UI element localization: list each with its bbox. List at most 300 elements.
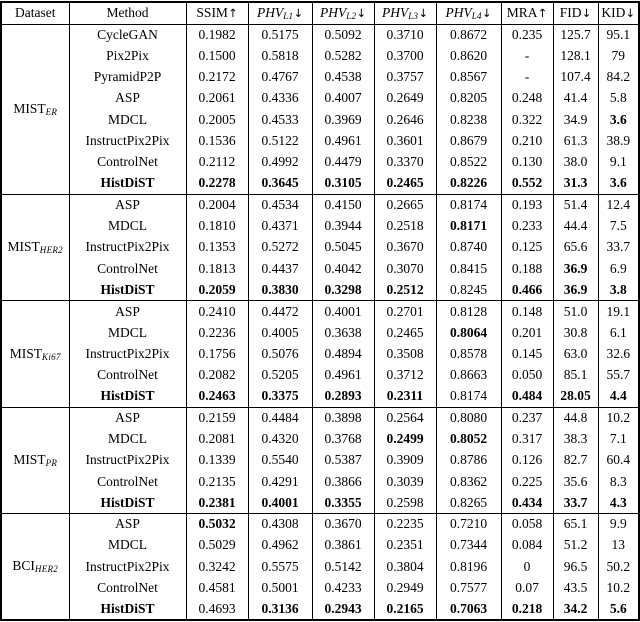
value-cell-ssim: 0.2236 [186, 322, 248, 343]
value-cell-phv-l3: 0.3670 [374, 237, 436, 258]
value-cell-kid: 60.4 [598, 450, 639, 471]
value-cell-phv-l4: 0.8196 [436, 556, 501, 577]
value-cell-mra: 0.193 [501, 194, 553, 215]
value-cell-phv-l3: 0.3909 [374, 450, 436, 471]
table-row [1, 365, 639, 386]
column-header-phv-l2: $PHV_{L2}↓$ [312, 2, 374, 24]
value-cell-ssim: 0.1339 [186, 450, 248, 471]
value-cell-phv-l4: 0.7210 [436, 513, 501, 534]
table-row [1, 492, 639, 513]
value-cell-ssim: 0.4693 [186, 599, 248, 620]
value-cell-phv-l4: 0.8740 [436, 237, 501, 258]
value-cell-mra: 0.248 [501, 88, 553, 109]
value-cell-kid: 32.6 [598, 343, 639, 364]
value-cell-phv-l4: 0.7063 [436, 599, 501, 620]
value-cell-kid: 38.9 [598, 130, 639, 151]
value-cell-ssim: 0.2410 [186, 301, 248, 322]
value-cell-ssim: 0.4581 [186, 577, 248, 598]
value-cell-fid: 61.3 [553, 130, 598, 151]
column-header-dataset: Dataset [1, 2, 69, 24]
value-cell-phv-l1: 0.4472 [248, 301, 312, 322]
value-cell-mra: 0.201 [501, 322, 553, 343]
value-cell-ssim: 0.1353 [186, 237, 248, 258]
down-arrow-icon: ↓ [418, 6, 428, 21]
value-cell-mra: 0.148 [501, 301, 553, 322]
value-cell-phv-l3: 0.3601 [374, 130, 436, 151]
method-cell: ASP [69, 407, 186, 428]
table-row [1, 152, 639, 173]
value-cell-phv-l3: 0.2518 [374, 216, 436, 237]
value-cell-phv-l2: 0.5387 [312, 450, 374, 471]
value-cell-phv-l1: 0.4533 [248, 109, 312, 130]
column-header-phv-l3: $PHV_{L3}↓$ [374, 2, 436, 24]
table-row [1, 216, 639, 237]
value-cell-phv-l4: 0.8362 [436, 471, 501, 492]
value-cell-phv-l3: 0.2598 [374, 492, 436, 513]
value-cell-kid: 10.2 [598, 577, 639, 598]
value-cell-phv-l4: 0.8663 [436, 365, 501, 386]
header-row [1, 2, 639, 24]
value-cell-kid: 55.7 [598, 365, 639, 386]
value-cell-mra: 0.050 [501, 365, 553, 386]
value-cell-fid: 33.7 [553, 492, 598, 513]
value-cell-mra: 0.322 [501, 109, 553, 130]
value-cell-kid: 6.1 [598, 322, 639, 343]
value-cell-phv-l4: 0.8174 [436, 194, 501, 215]
value-cell-phv-l4: 0.8620 [436, 45, 501, 66]
value-cell-kid: 84.2 [598, 67, 639, 88]
value-cell-kid: 7.5 [598, 216, 639, 237]
value-cell-fid: 51.4 [553, 194, 598, 215]
value-cell-mra: 0.218 [501, 599, 553, 620]
value-cell-kid: 4.3 [598, 492, 639, 513]
value-cell-phv-l4: 0.8128 [436, 301, 501, 322]
column-header-ssim: SSIM↑ [186, 2, 248, 24]
value-cell-fid: 36.9 [553, 279, 598, 300]
value-cell-phv-l1: 0.5540 [248, 450, 312, 471]
value-cell-phv-l1: 0.5076 [248, 343, 312, 364]
value-cell-phv-l2: 0.4961 [312, 365, 374, 386]
value-cell-phv-l3: 0.2235 [374, 513, 436, 534]
value-cell-mra: 0.126 [501, 450, 553, 471]
value-cell-ssim: 0.1813 [186, 258, 248, 279]
value-cell-phv-l1: 0.4336 [248, 88, 312, 109]
value-cell-phv-l3: 0.2649 [374, 88, 436, 109]
table-row [1, 471, 639, 492]
value-cell-kid: 3.6 [598, 109, 639, 130]
value-cell-phv-l1: 0.5272 [248, 237, 312, 258]
value-cell-mra: 0.237 [501, 407, 553, 428]
value-cell-ssim: 0.1500 [186, 45, 248, 66]
value-cell-mra: 0.235 [501, 24, 553, 45]
value-cell-ssim: 0.2135 [186, 471, 248, 492]
value-cell-fid: 30.8 [553, 322, 598, 343]
value-cell-phv-l2: 0.3898 [312, 407, 374, 428]
value-cell-kid: 79 [598, 45, 639, 66]
value-cell-mra: 0.125 [501, 237, 553, 258]
value-cell-phv-l4: 0.8786 [436, 450, 501, 471]
value-cell-fid: 65.6 [553, 237, 598, 258]
up-arrow-icon: ↑ [227, 6, 238, 21]
value-cell-fid: 34.9 [553, 109, 598, 130]
value-cell-phv-l2: 0.3105 [312, 173, 374, 194]
dataset-label-mist-pr: $MIST_{PR}$ [1, 407, 69, 513]
value-cell-kid: 3.6 [598, 173, 639, 194]
value-cell-fid: 35.6 [553, 471, 598, 492]
value-cell-phv-l4: 0.8567 [436, 67, 501, 88]
value-cell-phv-l4: 0.7577 [436, 577, 501, 598]
method-cell: InstructPix2Pix [69, 343, 186, 364]
value-cell-kid: 7.1 [598, 428, 639, 449]
table-row [1, 343, 639, 364]
value-cell-fid: 38.3 [553, 428, 598, 449]
method-cell: InstructPix2Pix [69, 450, 186, 471]
table-row [1, 599, 639, 620]
value-cell-phv-l3: 0.2311 [374, 386, 436, 407]
value-cell-fid: 38.0 [553, 152, 598, 173]
value-cell-phv-l4: 0.8245 [436, 279, 501, 300]
value-cell-phv-l1: 0.4767 [248, 67, 312, 88]
value-cell-phv-l4: 0.7344 [436, 535, 501, 556]
method-cell: MDCL [69, 535, 186, 556]
value-cell-phv-l2: 0.5282 [312, 45, 374, 66]
method-cell: InstructPix2Pix [69, 237, 186, 258]
value-cell-mra: 0.233 [501, 216, 553, 237]
value-cell-phv-l3: 0.2165 [374, 599, 436, 620]
value-cell-phv-l3: 0.3700 [374, 45, 436, 66]
value-cell-mra: 0.084 [501, 535, 553, 556]
method-cell: InstructPix2Pix [69, 556, 186, 577]
method-cell: ASP [69, 513, 186, 534]
table-row [1, 322, 639, 343]
value-cell-ssim: 0.2463 [186, 386, 248, 407]
value-cell-fid: 63.0 [553, 343, 598, 364]
table-row [1, 513, 639, 534]
value-cell-phv-l2: 0.4538 [312, 67, 374, 88]
value-cell-phv-l1: 0.4534 [248, 194, 312, 215]
table-row [1, 194, 639, 215]
method-cell: ControlNet [69, 471, 186, 492]
value-cell-kid: 95.1 [598, 24, 639, 45]
method-cell: ASP [69, 194, 186, 215]
table-row [1, 279, 639, 300]
value-cell-phv-l2: 0.3638 [312, 322, 374, 343]
table-row [1, 67, 639, 88]
value-cell-ssim: 0.5032 [186, 513, 248, 534]
value-cell-phv-l3: 0.3757 [374, 67, 436, 88]
value-cell-phv-l1: 0.5001 [248, 577, 312, 598]
value-cell-ssim: 0.2005 [186, 109, 248, 130]
method-cell: HistDiST [69, 599, 186, 620]
value-cell-phv-l1: 0.5175 [248, 24, 312, 45]
value-cell-ssim: 0.2172 [186, 67, 248, 88]
value-cell-phv-l3: 0.2465 [374, 173, 436, 194]
value-cell-phv-l2: 0.3670 [312, 513, 374, 534]
value-cell-ssim: 0.2081 [186, 428, 248, 449]
method-cell: MDCL [69, 216, 186, 237]
value-cell-phv-l3: 0.2646 [374, 109, 436, 130]
value-cell-fid: 31.3 [553, 173, 598, 194]
value-cell-phv-l4: 0.8265 [436, 492, 501, 513]
value-cell-phv-l4: 0.8679 [436, 130, 501, 151]
value-cell-kid: 8.3 [598, 471, 639, 492]
value-cell-phv-l2: 0.3944 [312, 216, 374, 237]
value-cell-mra: 0.210 [501, 130, 553, 151]
dataset-label-mist-er: $MIST_{ER}$ [1, 24, 69, 194]
value-cell-mra: 0.466 [501, 279, 553, 300]
table-row [1, 428, 639, 449]
table-row [1, 45, 639, 66]
table-row [1, 130, 639, 151]
value-cell-ssim: 0.2059 [186, 279, 248, 300]
value-cell-fid: 51.0 [553, 301, 598, 322]
value-cell-kid: 4.4 [598, 386, 639, 407]
table-row [1, 258, 639, 279]
method-cell: ControlNet [69, 152, 186, 173]
value-cell-phv-l1: 0.3830 [248, 279, 312, 300]
value-cell-mra: 0.188 [501, 258, 553, 279]
value-cell-phv-l4: 0.8238 [436, 109, 501, 130]
table-row [1, 450, 639, 471]
method-cell: ASP [69, 88, 186, 109]
method-cell: MDCL [69, 322, 186, 343]
value-cell-phv-l2: 0.4479 [312, 152, 374, 173]
dataset-label-bci-her2: $BCI_{HER2}$ [1, 513, 69, 620]
table-row [1, 301, 639, 322]
value-cell-phv-l3: 0.3804 [374, 556, 436, 577]
value-cell-phv-l4: 0.8522 [436, 152, 501, 173]
value-cell-mra: 0.434 [501, 492, 553, 513]
value-cell-phv-l2: 0.2893 [312, 386, 374, 407]
value-cell-phv-l1: 0.4437 [248, 258, 312, 279]
column-header-phv-l1: $PHV_{L1}↓$ [248, 2, 312, 24]
value-cell-phv-l2: 0.3768 [312, 428, 374, 449]
value-cell-mra: 0.552 [501, 173, 553, 194]
value-cell-fid: 96.5 [553, 556, 598, 577]
value-cell-phv-l2: 0.2943 [312, 599, 374, 620]
value-cell-mra: 0.484 [501, 386, 553, 407]
value-cell-phv-l3: 0.3370 [374, 152, 436, 173]
table-row [1, 237, 639, 258]
value-cell-phv-l3: 0.3508 [374, 343, 436, 364]
value-cell-kid: 9.9 [598, 513, 639, 534]
down-arrow-icon: ↓ [356, 6, 366, 21]
value-cell-phv-l1: 0.5575 [248, 556, 312, 577]
value-cell-ssim: 0.2082 [186, 365, 248, 386]
value-cell-ssim: 0.2112 [186, 152, 248, 173]
value-cell-kid: 12.4 [598, 194, 639, 215]
value-cell-phv-l1: 0.4484 [248, 407, 312, 428]
table-row [1, 88, 639, 109]
value-cell-phv-l4: 0.8052 [436, 428, 501, 449]
value-cell-mra: 0.225 [501, 471, 553, 492]
value-cell-phv-l3: 0.3710 [374, 24, 436, 45]
method-cell: InstructPix2Pix [69, 130, 186, 151]
value-cell-fid: 128.1 [553, 45, 598, 66]
table-row [1, 24, 639, 45]
value-cell-phv-l2: 0.5045 [312, 237, 374, 258]
value-cell-phv-l2: 0.4001 [312, 301, 374, 322]
value-cell-fid: 65.1 [553, 513, 598, 534]
value-cell-kid: 33.7 [598, 237, 639, 258]
method-cell: PyramidP2P [69, 67, 186, 88]
value-cell-phv-l3: 0.3712 [374, 365, 436, 386]
value-cell-phv-l1: 0.3375 [248, 386, 312, 407]
method-cell: MDCL [69, 428, 186, 449]
value-cell-ssim: 0.2004 [186, 194, 248, 215]
value-cell-fid: 34.2 [553, 599, 598, 620]
value-cell-phv-l2: 0.5092 [312, 24, 374, 45]
table-row [1, 407, 639, 428]
value-cell-kid: 19.1 [598, 301, 639, 322]
value-cell-phv-l3: 0.3039 [374, 471, 436, 492]
down-arrow-icon: ↓ [625, 6, 636, 21]
method-cell: HistDiST [69, 386, 186, 407]
value-cell-phv-l2: 0.3969 [312, 109, 374, 130]
value-cell-phv-l1: 0.4291 [248, 471, 312, 492]
up-arrow-icon: ↑ [537, 6, 548, 21]
value-cell-mra: - [501, 45, 553, 66]
value-cell-phv-l1: 0.4308 [248, 513, 312, 534]
value-cell-fid: 125.7 [553, 24, 598, 45]
value-cell-ssim: 0.2159 [186, 407, 248, 428]
value-cell-kid: 3.8 [598, 279, 639, 300]
column-header-phv-l4: $PHV_{L4}↓$ [436, 2, 501, 24]
column-header-kid: KID↓ [598, 2, 639, 24]
value-cell-fid: 36.9 [553, 258, 598, 279]
value-cell-phv-l3: 0.3070 [374, 258, 436, 279]
down-arrow-icon: ↓ [581, 6, 592, 21]
value-cell-kid: 10.2 [598, 407, 639, 428]
value-cell-phv-l2: 0.4042 [312, 258, 374, 279]
value-cell-phv-l2: 0.4894 [312, 343, 374, 364]
value-cell-ssim: 0.1756 [186, 343, 248, 364]
table-row [1, 173, 639, 194]
value-cell-ssim: 0.2278 [186, 173, 248, 194]
value-cell-phv-l3: 0.2665 [374, 194, 436, 215]
method-cell: ControlNet [69, 258, 186, 279]
value-cell-phv-l1: 0.4320 [248, 428, 312, 449]
table-row [1, 386, 639, 407]
value-cell-ssim: 0.2061 [186, 88, 248, 109]
value-cell-phv-l1: 0.4001 [248, 492, 312, 513]
value-cell-fid: 51.2 [553, 535, 598, 556]
value-cell-mra: 0 [501, 556, 553, 577]
value-cell-phv-l3: 0.2949 [374, 577, 436, 598]
value-cell-phv-l1: 0.4005 [248, 322, 312, 343]
value-cell-phv-l3: 0.2701 [374, 301, 436, 322]
table-row [1, 556, 639, 577]
value-cell-phv-l3: 0.2564 [374, 407, 436, 428]
value-cell-phv-l4: 0.8064 [436, 322, 501, 343]
results-table [0, 1, 640, 621]
value-cell-mra: 0.058 [501, 513, 553, 534]
value-cell-phv-l4: 0.8080 [436, 407, 501, 428]
value-cell-phv-l4: 0.8174 [436, 386, 501, 407]
value-cell-fid: 44.4 [553, 216, 598, 237]
down-arrow-icon: ↓ [293, 6, 303, 21]
value-cell-fid: 41.4 [553, 88, 598, 109]
value-cell-phv-l1: 0.3645 [248, 173, 312, 194]
value-cell-phv-l2: 0.4233 [312, 577, 374, 598]
value-cell-ssim: 0.2381 [186, 492, 248, 513]
column-header-method: Method [69, 2, 186, 24]
method-cell: ASP [69, 301, 186, 322]
value-cell-phv-l4: 0.8415 [436, 258, 501, 279]
table-body [1, 24, 639, 620]
value-cell-ssim: 0.1982 [186, 24, 248, 45]
value-cell-phv-l1: 0.4371 [248, 216, 312, 237]
value-cell-phv-l1: 0.5818 [248, 45, 312, 66]
value-cell-kid: 9.1 [598, 152, 639, 173]
value-cell-phv-l1: 0.5205 [248, 365, 312, 386]
method-cell: CycleGAN [69, 24, 186, 45]
value-cell-kid: 6.9 [598, 258, 639, 279]
method-cell: ControlNet [69, 365, 186, 386]
column-header-mra: MRA↑ [501, 2, 553, 24]
value-cell-phv-l1: 0.4962 [248, 535, 312, 556]
value-cell-ssim: 0.5029 [186, 535, 248, 556]
value-cell-phv-l1: 0.5122 [248, 130, 312, 151]
value-cell-mra: 0.07 [501, 577, 553, 598]
table-row [1, 109, 639, 130]
value-cell-phv-l2: 0.3355 [312, 492, 374, 513]
value-cell-phv-l2: 0.3866 [312, 471, 374, 492]
table-row [1, 577, 639, 598]
dataset-label-mist-ki67: $MIST_{Ki67}$ [1, 301, 69, 407]
value-cell-kid: 13 [598, 535, 639, 556]
value-cell-phv-l2: 0.4150 [312, 194, 374, 215]
method-cell: HistDiST [69, 173, 186, 194]
value-cell-phv-l3: 0.2351 [374, 535, 436, 556]
value-cell-phv-l3: 0.2465 [374, 322, 436, 343]
value-cell-phv-l2: 0.5142 [312, 556, 374, 577]
value-cell-phv-l2: 0.4961 [312, 130, 374, 151]
value-cell-mra: 0.317 [501, 428, 553, 449]
method-cell: MDCL [69, 109, 186, 130]
value-cell-phv-l2: 0.3861 [312, 535, 374, 556]
value-cell-fid: 82.7 [553, 450, 598, 471]
value-cell-phv-l4: 0.8578 [436, 343, 501, 364]
value-cell-phv-l1: 0.3136 [248, 599, 312, 620]
value-cell-kid: 5.8 [598, 88, 639, 109]
value-cell-phv-l1: 0.4992 [248, 152, 312, 173]
value-cell-phv-l4: 0.8205 [436, 88, 501, 109]
value-cell-ssim: 0.1810 [186, 216, 248, 237]
value-cell-phv-l3: 0.2512 [374, 279, 436, 300]
value-cell-kid: 50.2 [598, 556, 639, 577]
value-cell-mra: - [501, 67, 553, 88]
dataset-label-mist-her2: $MIST_{HER2}$ [1, 194, 69, 300]
value-cell-fid: 107.4 [553, 67, 598, 88]
method-cell: HistDiST [69, 492, 186, 513]
value-cell-phv-l2: 0.3298 [312, 279, 374, 300]
table-row [1, 535, 639, 556]
method-cell: ControlNet [69, 577, 186, 598]
value-cell-phv-l4: 0.8226 [436, 173, 501, 194]
value-cell-fid: 43.5 [553, 577, 598, 598]
value-cell-phv-l4: 0.8672 [436, 24, 501, 45]
value-cell-mra: 0.145 [501, 343, 553, 364]
method-cell: Pix2Pix [69, 45, 186, 66]
value-cell-mra: 0.130 [501, 152, 553, 173]
value-cell-fid: 85.1 [553, 365, 598, 386]
value-cell-ssim: 0.3242 [186, 556, 248, 577]
value-cell-ssim: 0.1536 [186, 130, 248, 151]
down-arrow-icon: ↓ [481, 6, 492, 21]
value-cell-phv-l2: 0.4007 [312, 88, 374, 109]
column-header-fid: FID↓ [553, 2, 598, 24]
